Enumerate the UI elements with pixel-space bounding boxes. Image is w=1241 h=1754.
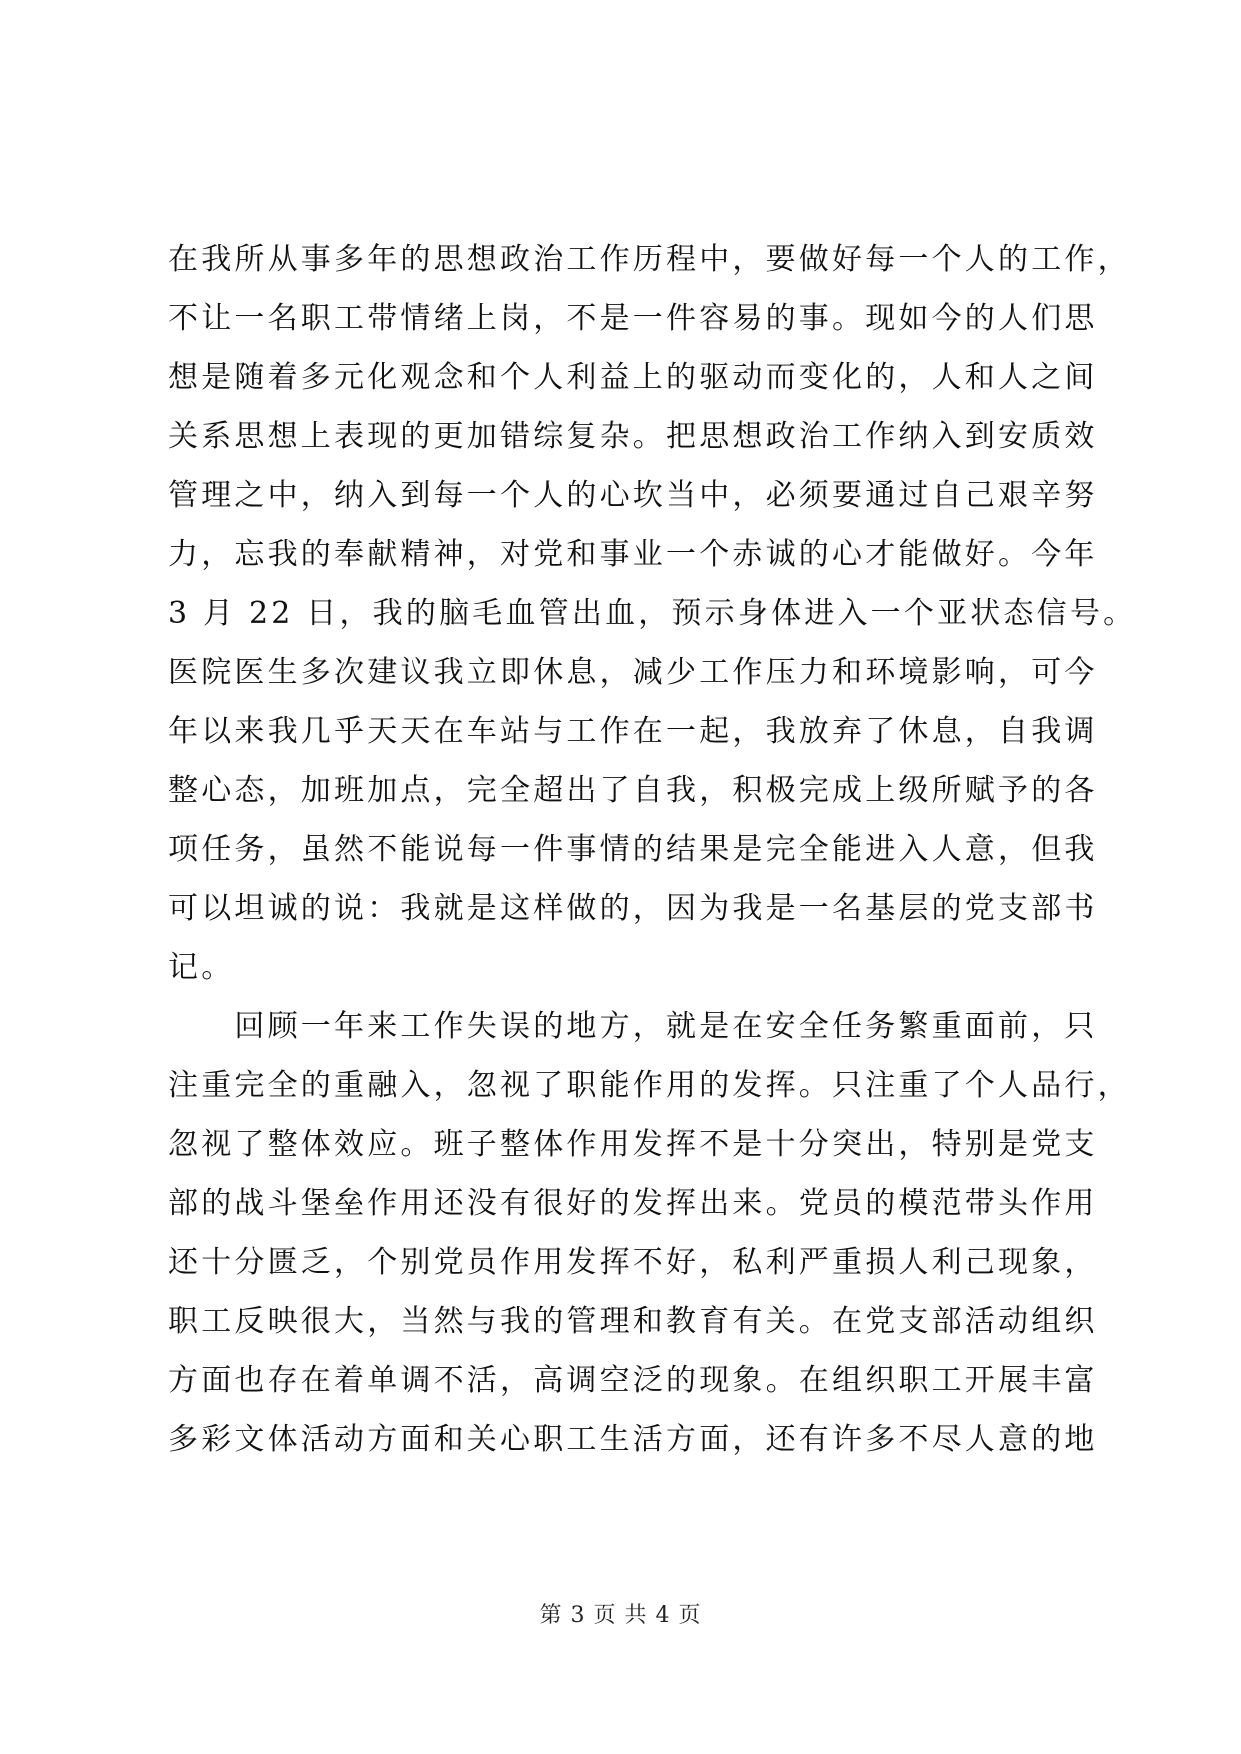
- text-line-5: 管理之中，纳入到每一个人的心坎当中，必须要通过自己艰辛努: [168, 478, 1098, 513]
- page-footer: [0, 1598, 1241, 1629]
- text-line-13: 记。: [168, 950, 235, 985]
- text-line-8: 医院医生多次建议我立即休息，减少工作压力和环境影响，可今: [168, 655, 1098, 690]
- page-number-label: 第 3 页 共 4 页: [539, 1603, 702, 1628]
- text-line-19: 职工反映很大，当然与我的管理和教育有关。在党支部活动组织: [168, 1304, 1098, 1339]
- text-line-3: 想是随着多元化观念和个人利益上的驱动而变化的，人和人之间: [168, 360, 1098, 395]
- text-line-17: 部的战斗堡垒作用还没有很好的发挥出来。党员的模范带头作用: [168, 1186, 1098, 1221]
- text-line-6: 力，忘我的奉献精神，对党和事业一个赤诚的心才能做好。今年: [168, 537, 1098, 572]
- text-line-21: 多彩文体活动方面和关心职工生活方面，还有许多不尽人意的地: [168, 1422, 1098, 1457]
- text-line-20: 方面也存在着单调不活，高调空泛的现象。在组织职工开展丰富: [168, 1363, 1098, 1398]
- text-line-7: 3 月 22 日，我的脑毛血管出血，预示身体进入一个亚状态信号。: [168, 596, 1137, 631]
- body-text: [168, 230, 1137, 1469]
- text-line-18: 还十分匮乏，个别党员作用发挥不好，私利严重损人利己现象，: [168, 1245, 1098, 1280]
- text-line-14: 回顾一年来工作失误的地方，就是在安全任务繁重面前，只: [168, 1009, 1098, 1044]
- text-line-9: 年以来我几乎天天在车站与工作在一起，我放弃了休息，自我调: [168, 714, 1098, 749]
- text-line-4: 关系思想上表现的更加错综复杂。把思想政治工作纳入到安质效: [168, 419, 1098, 454]
- text-line-2: 不让一名职工带情绪上岗，不是一件容易的事。现如今的人们思: [168, 301, 1098, 336]
- text-line-16: 忽视了整体效应。班子整体作用发挥不是十分突出，特别是党支: [168, 1127, 1098, 1162]
- text-line-12: 可以坦诚的说：我就是这样做的，因为我是一名基层的党支部书: [168, 891, 1098, 926]
- text-line-1: 在我所从事多年的思想政治工作历程中，要做好每一个人的工作，: [168, 242, 1131, 277]
- text-line-11: 项任务，虽然不能说每一件事情的结果是完全能进入人意，但我: [168, 832, 1098, 867]
- text-line-10: 整心态，加班加点，完全超出了自我，积极完成上级所赋予的各: [168, 773, 1098, 808]
- text-line-15: 注重完全的重融入，忽视了职能作用的发挥。只注重了个人品行，: [168, 1068, 1131, 1103]
